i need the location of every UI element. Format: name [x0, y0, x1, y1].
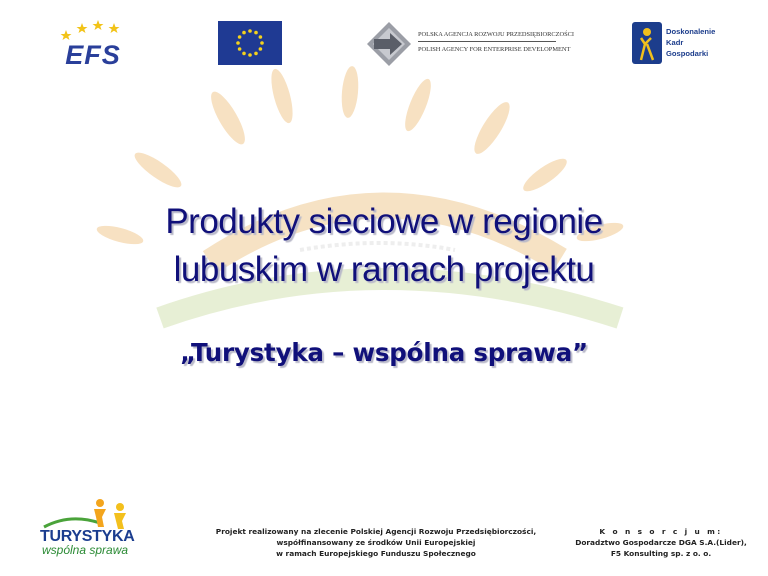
dkg-logo — [632, 20, 742, 68]
efs-stars-icon — [58, 18, 128, 40]
project-info — [200, 526, 552, 559]
consortium-member-2: F5 Konsulting sp. z o. o. — [610, 549, 712, 558]
dkg-line-3: Gospodarki — [666, 49, 709, 58]
turystyka-logo-tagline: wspólna sprawa — [42, 543, 129, 557]
slide-title — [0, 198, 768, 294]
dkg-line-2: Kadr — [666, 38, 684, 47]
turystyka-logo — [40, 497, 148, 559]
parp-name-en: POLISH AGENCY FOR ENTERPRISE DEVELOPMENT — [418, 46, 571, 53]
eu-flag-icon — [218, 21, 282, 65]
slide-title-line-1: Produkty sieciowe w regionie — [165, 202, 603, 241]
slide-subtitle: „Turystyka – wspólna sprawa” — [180, 338, 588, 367]
turystyka-figures-icon — [40, 497, 148, 531]
efs-logo — [58, 18, 128, 70]
dkg-figure-icon — [632, 20, 662, 66]
parp-divider — [418, 41, 556, 42]
slide-title-line-2: lubuskim w ramach projektu — [173, 250, 595, 289]
turystyka-logo-word: TURYSTYKA — [40, 528, 135, 545]
dkg-logo-text — [666, 26, 715, 59]
project-info-line-3: w ramach Europejskiego Funduszu Społecznego — [276, 549, 476, 558]
consortium-heading: K o n s o r c j u m: — [599, 527, 723, 536]
dkg-line-1: Doskonalenie — [666, 27, 716, 36]
parp-name-pl: POLSKA AGENCJA ROZWOJU PRZEDSIĘBIORCZOŚCI — [418, 31, 575, 38]
parp-arrow-icon — [366, 21, 412, 67]
project-info-line-1: Projekt realizowany na zlecenie Polskiej Agencji Rozwoju Przedsiębiorczości, — [215, 527, 537, 536]
parp-logo — [366, 21, 575, 67]
consortium-info — [556, 526, 766, 559]
consortium-member-1: Doradztwo Gospodarcze DGA S.A.(Lider), — [575, 538, 747, 547]
project-info-line-2: współfinansowany ze środków Unii Europejskiej — [276, 538, 476, 547]
efs-logo-text: EFS — [65, 40, 121, 70]
